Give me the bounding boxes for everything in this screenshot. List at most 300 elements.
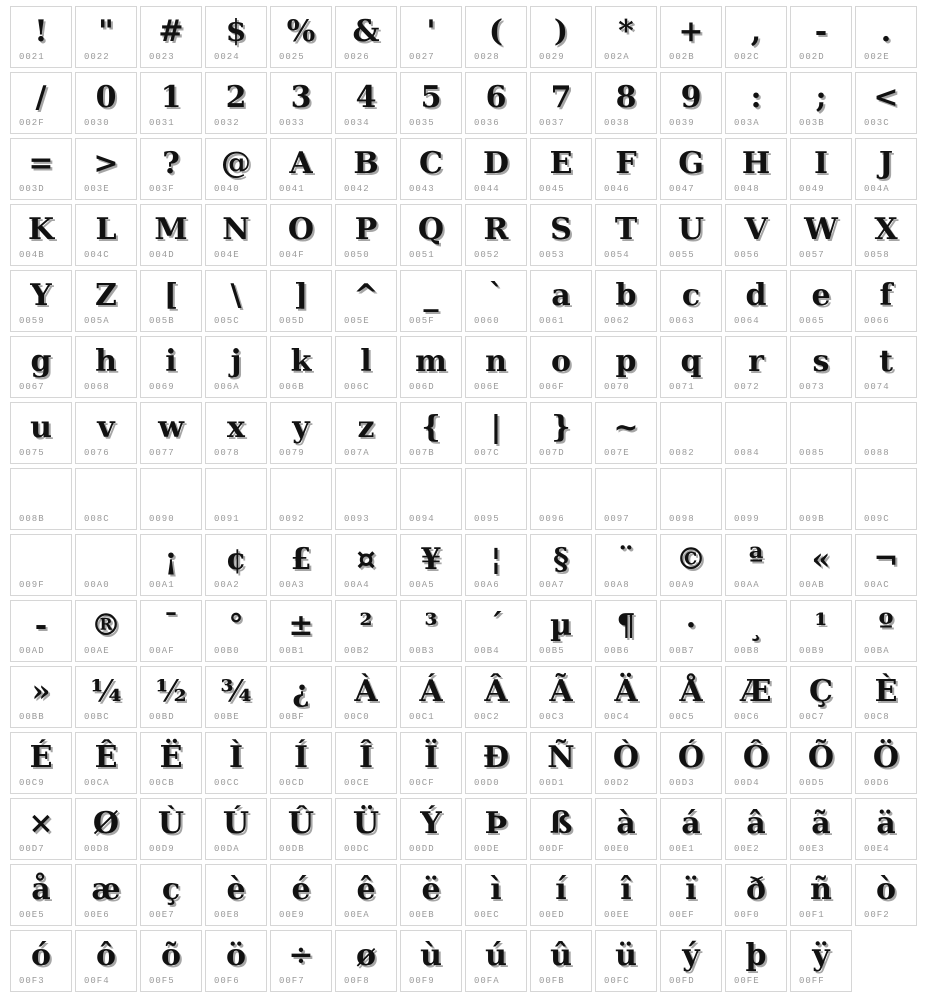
unicode-code-label: 002D <box>799 52 825 62</box>
glyph-preview: l <box>360 343 372 379</box>
glyph-cell <box>660 6 722 68</box>
glyph-preview: ò <box>875 871 896 907</box>
glyph-preview: ú <box>485 937 507 973</box>
glyph-preview: 0 <box>95 79 117 115</box>
unicode-code-label: 0048 <box>734 184 760 194</box>
glyph-cell <box>400 600 462 662</box>
unicode-code-label: 00B9 <box>799 646 825 656</box>
unicode-code-label: 004C <box>84 250 110 260</box>
unicode-code-label: 0028 <box>474 52 500 62</box>
unicode-code-label: 00D4 <box>734 778 760 788</box>
glyph-cell <box>400 930 462 992</box>
glyph-preview: j <box>230 343 242 379</box>
glyph-preview: õ <box>160 937 181 973</box>
glyph-cell <box>595 6 657 68</box>
glyph-preview: ÿ <box>812 937 830 973</box>
glyph-cell <box>855 336 917 398</box>
glyph-preview: â <box>746 805 766 841</box>
glyph-cell <box>530 600 592 662</box>
glyph-cell <box>530 72 592 134</box>
glyph-preview: = <box>28 145 54 181</box>
glyph-preview: ! <box>34 13 48 49</box>
glyph-preview: G <box>678 145 704 181</box>
unicode-code-label: 00F3 <box>19 976 45 986</box>
glyph-cell <box>595 204 657 266</box>
unicode-code-label: 00DD <box>409 844 435 854</box>
glyph-cell <box>75 798 137 860</box>
unicode-code-label: 00C6 <box>734 712 760 722</box>
glyph-cell <box>400 468 462 530</box>
glyph-preview: c <box>681 277 701 313</box>
unicode-code-label: 003A <box>734 118 760 128</box>
unicode-code-label: 00EC <box>474 910 500 920</box>
unicode-code-label: 00C5 <box>669 712 695 722</box>
glyph-cell <box>205 270 267 332</box>
unicode-code-label: 005B <box>149 316 175 326</box>
glyph-preview: ¿ <box>292 673 310 709</box>
glyph-cell <box>140 204 202 266</box>
glyph-preview <box>856 469 916 515</box>
glyph-cell <box>790 732 852 794</box>
unicode-code-label: 00C0 <box>344 712 370 722</box>
glyph-cell <box>530 402 592 464</box>
glyph-cell <box>10 534 72 596</box>
glyph-cell <box>400 864 462 926</box>
glyph-cell <box>270 534 332 596</box>
glyph-preview: § <box>553 541 569 577</box>
glyph-cell <box>595 930 657 992</box>
glyph-cell <box>205 72 267 134</box>
unicode-code-label: 0029 <box>539 52 565 62</box>
glyph-preview: e <box>811 277 831 313</box>
glyph-preview: # <box>158 13 184 49</box>
unicode-code-label: 009F <box>19 580 45 590</box>
glyph-preview: Ê <box>94 739 118 775</box>
glyph-preview: Æ <box>740 673 772 709</box>
glyph-preview: d <box>745 277 767 313</box>
glyph-preview: S <box>550 211 572 247</box>
glyph-cell <box>725 864 787 926</box>
glyph-preview: : <box>750 79 762 115</box>
glyph-preview: p <box>615 343 637 379</box>
glyph-cell <box>75 6 137 68</box>
unicode-code-label: 00F9 <box>409 976 435 986</box>
glyph-cell <box>660 402 722 464</box>
glyph-preview: 9 <box>680 79 702 115</box>
glyph-cell <box>465 6 527 68</box>
unicode-code-label: 0043 <box>409 184 435 194</box>
glyph-preview: ä <box>876 805 896 841</box>
unicode-code-label: 00A0 <box>84 580 110 590</box>
unicode-code-label: 002E <box>864 52 890 62</box>
glyph-preview: Ì <box>228 739 244 775</box>
unicode-code-label: 0056 <box>734 250 760 260</box>
glyph-cell <box>660 534 722 596</box>
glyph-cell <box>270 864 332 926</box>
glyph-cell <box>335 468 397 530</box>
glyph-cell <box>855 600 917 662</box>
glyph-cell <box>335 798 397 860</box>
glyph-preview: ± <box>288 607 314 643</box>
glyph-cell <box>595 336 657 398</box>
unicode-code-label: 003D <box>19 184 45 194</box>
unicode-code-label: 003B <box>799 118 825 128</box>
glyph-preview: í <box>555 871 567 907</box>
unicode-code-label: 00C4 <box>604 712 630 722</box>
glyph-preview: - <box>34 607 48 643</box>
glyph-cell <box>270 666 332 728</box>
glyph-preview: % <box>286 13 316 49</box>
unicode-code-label: 0067 <box>19 382 45 392</box>
unicode-code-label: 00D9 <box>149 844 175 854</box>
unicode-code-label: 00CA <box>84 778 110 788</box>
unicode-code-label: 00AD <box>19 646 45 656</box>
glyph-cell <box>75 534 137 596</box>
unicode-code-label: 00FE <box>734 976 760 986</box>
glyph-preview <box>466 469 526 515</box>
unicode-code-label: 00C2 <box>474 712 500 722</box>
glyph-preview: w <box>158 409 184 445</box>
glyph-preview: é <box>291 871 311 907</box>
glyph-preview: m <box>415 343 447 379</box>
glyph-cell <box>10 138 72 200</box>
unicode-code-label: 004A <box>864 184 890 194</box>
unicode-code-label: 002C <box>734 52 760 62</box>
glyph-preview: s <box>812 343 830 379</box>
glyph-preview: | <box>490 409 502 445</box>
glyph-preview: á <box>681 805 701 841</box>
unicode-code-label: 0069 <box>149 382 175 392</box>
unicode-code-label: 00F4 <box>84 976 110 986</box>
glyph-cell <box>855 402 917 464</box>
glyph-cell <box>595 72 657 134</box>
glyph-cell <box>270 336 332 398</box>
unicode-code-label: 00BB <box>19 712 45 722</box>
glyph-cell <box>725 72 787 134</box>
glyph-cell <box>660 270 722 332</box>
glyph-preview: È <box>874 673 898 709</box>
unicode-code-label: 0059 <box>19 316 45 326</box>
glyph-cell <box>465 204 527 266</box>
unicode-code-label: 0065 <box>799 316 825 326</box>
glyph-cell <box>595 732 657 794</box>
unicode-code-label: 00D2 <box>604 778 630 788</box>
glyph-preview: 7 <box>550 79 572 115</box>
unicode-code-label: 0060 <box>474 316 500 326</box>
glyph-preview: Q <box>417 211 445 247</box>
glyph-preview: Ñ <box>547 739 575 775</box>
glyph-cell <box>10 930 72 992</box>
unicode-code-label: 00AE <box>84 646 110 656</box>
glyph-preview: " <box>98 13 114 49</box>
unicode-code-label: 0082 <box>669 448 695 458</box>
unicode-code-label: 00B6 <box>604 646 630 656</box>
glyph-preview: U <box>677 211 705 247</box>
glyph-preview: ½ <box>155 673 187 709</box>
glyph-cell <box>465 798 527 860</box>
glyph-preview: 1 <box>160 79 182 115</box>
unicode-code-label: 00BE <box>214 712 240 722</box>
unicode-code-label: 006C <box>344 382 370 392</box>
glyph-cell <box>530 468 592 530</box>
glyph-cell <box>660 732 722 794</box>
glyph-cell <box>10 468 72 530</box>
unicode-code-label: 00EF <box>669 910 695 920</box>
unicode-code-label: 002A <box>604 52 630 62</box>
glyph-preview: ¯ <box>163 607 179 643</box>
unicode-code-label: 00C8 <box>864 712 890 722</box>
glyph-preview: ô <box>95 937 116 973</box>
unicode-code-label: 0037 <box>539 118 565 128</box>
glyph-cell <box>335 204 397 266</box>
glyph-cell <box>855 864 917 926</box>
glyph-preview: û <box>550 937 572 973</box>
glyph-preview: ¸ <box>748 607 764 643</box>
unicode-code-label: 00EB <box>409 910 435 920</box>
glyph-cell <box>270 6 332 68</box>
glyph-cell <box>790 468 852 530</box>
glyph-cell <box>335 600 397 662</box>
glyph-cell <box>205 336 267 398</box>
unicode-code-label: 00AC <box>864 580 890 590</box>
unicode-code-label: 00F8 <box>344 976 370 986</box>
glyph-preview <box>726 469 786 515</box>
glyph-preview: ó <box>30 937 51 973</box>
unicode-code-label: 00E4 <box>864 844 890 854</box>
glyph-preview: ² <box>359 607 373 643</box>
glyph-preview: B <box>353 145 379 181</box>
unicode-code-label: 0024 <box>214 52 240 62</box>
glyph-preview: N <box>222 211 250 247</box>
unicode-code-label: 00CC <box>214 778 240 788</box>
glyph-preview <box>206 469 266 515</box>
unicode-code-label: 00E8 <box>214 910 240 920</box>
unicode-code-label: 00B7 <box>669 646 695 656</box>
glyph-preview: ý <box>682 937 700 973</box>
glyph-cell <box>725 930 787 992</box>
glyph-preview: + <box>678 13 704 49</box>
unicode-code-label: 00A7 <box>539 580 565 590</box>
glyph-preview <box>531 469 591 515</box>
glyph-preview: Ý <box>420 805 442 841</box>
glyph-cell <box>725 468 787 530</box>
glyph-cell <box>75 72 137 134</box>
glyph-cell <box>400 138 462 200</box>
unicode-code-label: 00A4 <box>344 580 370 590</box>
unicode-code-label: 0051 <box>409 250 435 260</box>
unicode-code-label: 0034 <box>344 118 370 128</box>
unicode-code-label: 0084 <box>734 448 760 458</box>
glyph-cell <box>725 732 787 794</box>
unicode-code-label: 0094 <box>409 514 435 524</box>
glyph-cell <box>725 534 787 596</box>
glyph-cell <box>855 666 917 728</box>
glyph-preview: H <box>741 145 771 181</box>
unicode-code-label: 0025 <box>279 52 305 62</box>
glyph-cell <box>140 468 202 530</box>
glyph-preview: ø <box>355 937 376 973</box>
unicode-code-label: 003E <box>84 184 110 194</box>
unicode-code-label: 007D <box>539 448 565 458</box>
unicode-code-label: 0050 <box>344 250 370 260</box>
glyph-cell <box>205 798 267 860</box>
unicode-code-label: 00DA <box>214 844 240 854</box>
glyph-preview: [ <box>163 277 179 313</box>
unicode-code-label: 0093 <box>344 514 370 524</box>
glyph-preview: 4 <box>355 79 377 115</box>
unicode-code-label: 007C <box>474 448 500 458</box>
unicode-code-label: 0049 <box>799 184 825 194</box>
glyph-cell <box>140 798 202 860</box>
glyph-cell <box>205 666 267 728</box>
unicode-code-label: 00D0 <box>474 778 500 788</box>
glyph-cell <box>75 204 137 266</box>
glyph-cell <box>335 6 397 68</box>
glyph-cell <box>465 138 527 200</box>
glyph-preview: ® <box>91 607 121 643</box>
unicode-code-label: 0035 <box>409 118 435 128</box>
unicode-code-label: 0066 <box>864 316 890 326</box>
glyph-cell <box>10 270 72 332</box>
glyph-preview: > <box>93 145 119 181</box>
glyph-preview: W <box>804 211 838 247</box>
glyph-cell <box>270 468 332 530</box>
glyph-cell <box>595 138 657 200</box>
glyph-cell <box>205 864 267 926</box>
glyph-cell <box>335 732 397 794</box>
glyph-cell <box>75 864 137 926</box>
glyph-preview: \ <box>230 277 242 313</box>
unicode-code-label: 0041 <box>279 184 305 194</box>
unicode-code-label: 00F7 <box>279 976 305 986</box>
glyph-preview: î <box>620 871 632 907</box>
glyph-cell <box>75 402 137 464</box>
glyph-cell <box>10 6 72 68</box>
unicode-code-label: 0092 <box>279 514 305 524</box>
glyph-preview: 5 <box>420 79 442 115</box>
glyph-preview: / <box>35 79 47 115</box>
glyph-preview: Ô <box>742 739 770 775</box>
glyph-cell <box>140 270 202 332</box>
glyph-cell <box>10 798 72 860</box>
glyph-cell <box>270 138 332 200</box>
glyph-preview: D <box>482 145 509 181</box>
glyph-preview: _ <box>423 277 439 313</box>
unicode-code-label: 00FA <box>474 976 500 986</box>
unicode-code-label: 00E6 <box>84 910 110 920</box>
unicode-code-label: 00CD <box>279 778 305 788</box>
glyph-preview: ¥ <box>420 541 442 577</box>
glyph-cell <box>790 534 852 596</box>
unicode-code-label: 0047 <box>669 184 695 194</box>
glyph-preview: ^ <box>353 277 379 313</box>
glyph-cell <box>660 72 722 134</box>
glyph-preview: Í <box>293 739 309 775</box>
unicode-code-label: 0072 <box>734 382 760 392</box>
glyph-cell <box>855 534 917 596</box>
glyph-preview: É <box>29 739 53 775</box>
glyph-preview: C <box>419 145 443 181</box>
unicode-code-label: 0044 <box>474 184 500 194</box>
glyph-preview: ß <box>549 805 573 841</box>
glyph-preview: i <box>165 343 177 379</box>
glyph-preview: » <box>31 673 51 709</box>
glyph-preview: 3 <box>290 79 312 115</box>
glyph-cell <box>140 336 202 398</box>
unicode-code-label: 00F2 <box>864 910 890 920</box>
glyph-preview <box>401 469 461 515</box>
glyph-cell <box>335 336 397 398</box>
glyph-preview: Å <box>679 673 703 709</box>
glyph-cell <box>205 732 267 794</box>
unicode-code-label: 004E <box>214 250 240 260</box>
glyph-preview: ¼ <box>90 673 122 709</box>
glyph-preview: ì <box>490 871 502 907</box>
glyph-cell <box>595 402 657 464</box>
glyph-preview: < <box>873 79 899 115</box>
glyph-cell <box>205 468 267 530</box>
unicode-code-label: 00C9 <box>19 778 45 788</box>
glyph-preview <box>726 403 786 449</box>
glyph-preview: K <box>27 211 55 247</box>
unicode-code-label: 008C <box>84 514 110 524</box>
glyph-cell <box>205 600 267 662</box>
glyph-cell <box>660 798 722 860</box>
unicode-code-label: 00AA <box>734 580 760 590</box>
glyph-preview: E <box>549 145 573 181</box>
unicode-code-label: 00B1 <box>279 646 305 656</box>
glyph-cell <box>855 732 917 794</box>
glyph-cell <box>140 600 202 662</box>
glyph-preview: Õ <box>807 739 835 775</box>
unicode-code-label: 0026 <box>344 52 370 62</box>
glyph-cell <box>530 930 592 992</box>
glyph-cell <box>140 138 202 200</box>
glyph-preview: , <box>750 13 762 49</box>
glyph-cell <box>530 534 592 596</box>
glyph-preview: T <box>614 211 638 247</box>
glyph-cell <box>855 6 917 68</box>
unicode-code-label: 00AB <box>799 580 825 590</box>
glyph-cell <box>75 336 137 398</box>
unicode-code-label: 0095 <box>474 514 500 524</box>
glyph-cell <box>270 930 332 992</box>
unicode-code-label: 002B <box>669 52 695 62</box>
glyph-preview: ' <box>426 13 436 49</box>
unicode-code-label: 00EA <box>344 910 370 920</box>
glyph-cell <box>790 336 852 398</box>
glyph-cell <box>335 138 397 200</box>
glyph-cell <box>790 930 852 992</box>
glyph-cell <box>10 204 72 266</box>
glyph-preview: ? <box>162 145 180 181</box>
glyph-preview: r <box>748 343 764 379</box>
glyph-cell <box>530 732 592 794</box>
glyph-cell <box>725 336 787 398</box>
unicode-code-label: 00FD <box>669 976 695 986</box>
glyph-preview: . <box>880 13 892 49</box>
glyph-cell <box>595 666 657 728</box>
unicode-code-label: 00A2 <box>214 580 240 590</box>
unicode-code-label: 005E <box>344 316 370 326</box>
unicode-code-label: 00D5 <box>799 778 825 788</box>
unicode-code-label: 00F5 <box>149 976 175 986</box>
unicode-code-label: 0055 <box>669 250 695 260</box>
unicode-code-label: 002F <box>19 118 45 128</box>
glyph-cell <box>660 468 722 530</box>
glyph-preview: · <box>685 607 697 643</box>
glyph-cell <box>335 930 397 992</box>
